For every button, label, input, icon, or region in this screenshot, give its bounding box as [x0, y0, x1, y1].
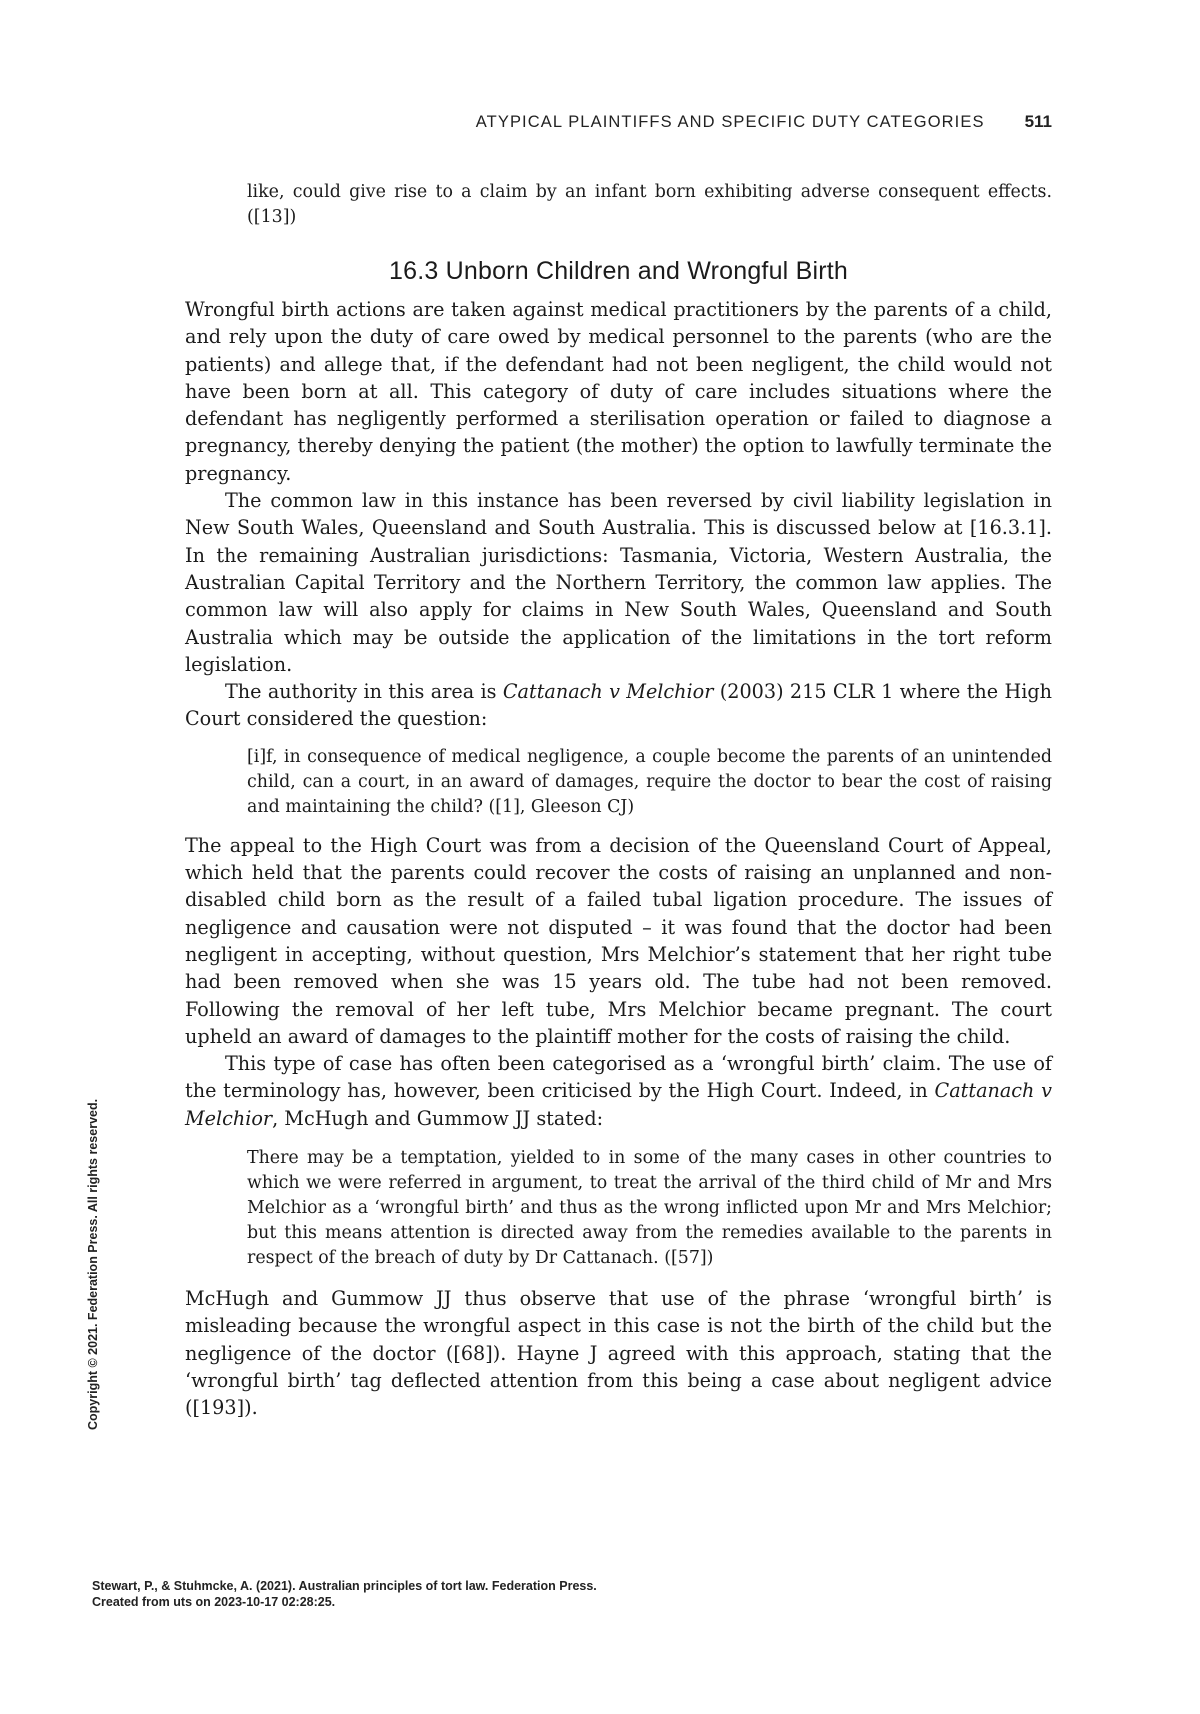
block-quote-gleeson: [i]f, in consequence of medical negligence, a couple become the parents of an unintended child, can a court, in an award of damages, require the doctor to bear the cost of raising and maintaining the child? ([1], Gleeson CJ) — [247, 746, 1052, 817]
running-head — [476, 112, 1052, 132]
main-content — [185, 180, 1052, 1422]
paragraph-2: The common law in this instance has been reversed by civil liability legislation in New South Wales, Queensland and South Australia. This is discussed below at [16.3.1]. In the remaining Australian jurisdictions: Tasmania, Victoria, Western Australia, the Australian Capital Territory and the Northern Territory, the common law applies. The common law will also apply for claims in New South Wales, Queensland and South Australia which may be outside the application of the limitations in the tort reform legislation. — [185, 489, 1052, 676]
paragraph-6: McHugh and Gummow JJ thus observe that use of the phrase ‘wrongful birth’ is misleading because the wrongful aspect in this case is not the birth of the child but the negligence of the doctor ([68]). Hayne J agreed with this approach, stating that the ‘wrongful birth’ tag deflected attention from this being a case about negligent advice ([193]). — [185, 1287, 1052, 1420]
footer-citation: Stewart, P., & Stuhmcke, A. (2021). Australian principles of tort law. Federation Press. — [92, 1579, 597, 1593]
paragraph-5-text-before: This type of case has often been categorised as a ‘wrongful birth’ claim. The use of the terminology has, however, been criticised by the High Court. Indeed, in — [185, 1052, 1052, 1103]
paragraph-1: Wrongful birth actions are taken against medical practitioners by the parents of a child, and rely upon the duty of care owed by medical personnel to the parents (who are the patients) and allege that, if the defendant had not been negligent, the child would not have been born at all. This category of duty of care includes situations where the defendant has negligently performed a sterilisation operation or failed to diagnose a pregnancy, thereby denying the patient (the mother) the option to lawfully terminate the pregnancy. — [185, 298, 1052, 485]
paragraph-4: The appeal to the High Court was from a decision of the Queensland Court of Appeal, which held that the parents could recover the costs of raising an unplanned and non-disabled child born as the result of a failed tubal ligation procedure. The issues of negligence and causation were not disputed – it was found that the doctor had been negligent in accepting, without question, Mrs Melchior’s statement that her right tube had been removed when she was 15 years old. The tube had not been removed. Following the removal of her left tube, Mrs Melchior became pregnant. The court upheld an award of damages to the plaintiff mother for the costs of raising the child. — [185, 833, 1052, 1048]
running-head-title: ATYPICAL PLAINTIFFS AND SPECIFIC DUTY CATEGORIES — [475, 113, 985, 131]
opening-quote-continuation: like, could give rise to a claim by an infant born exhibiting adverse consequent effects. ([13]) — [247, 182, 1052, 227]
case-name-italic: Cattanach v Melchior — [502, 680, 714, 704]
side-copyright-notice: Copyright © 2021. Federation Press. All rights reserved. — [86, 1098, 100, 1430]
case-name-italic: Cattanach v Melchior — [185, 1079, 1052, 1130]
section-heading: 16.3 Unborn Children and Wrongful Birth — [389, 257, 848, 285]
paragraph-3 — [185, 678, 1052, 733]
block-quote-mchugh-gummow: There may be a temptation, yielded to in some of the many cases in other countries to which we were referred in argument, to treat the arrival of the third child of Mr and Mrs Melchior as a ‘wrongful birth’ and thus as the wrong inflicted upon Mr and Mrs Melchior; but this means attention is directed away from the remedies available to the parents in respect of the breach of duty by Dr Cattanach. ([57]) — [247, 1148, 1052, 1269]
footer-created: Created from uts on 2023-10-17 02:28:25. — [92, 1595, 336, 1609]
paragraph-3-text-before: The authority in this area is — [225, 680, 503, 704]
paragraph-5-text-after: , McHugh and Gummow JJ stated: — [272, 1106, 604, 1130]
paragraph-3-text-after: (2003) 215 CLR 1 where the High Court considered the question: — [185, 680, 1052, 731]
page-number: 511 — [1024, 112, 1052, 131]
citation-footer — [92, 1578, 597, 1610]
paragraph-5 — [185, 1050, 1052, 1132]
